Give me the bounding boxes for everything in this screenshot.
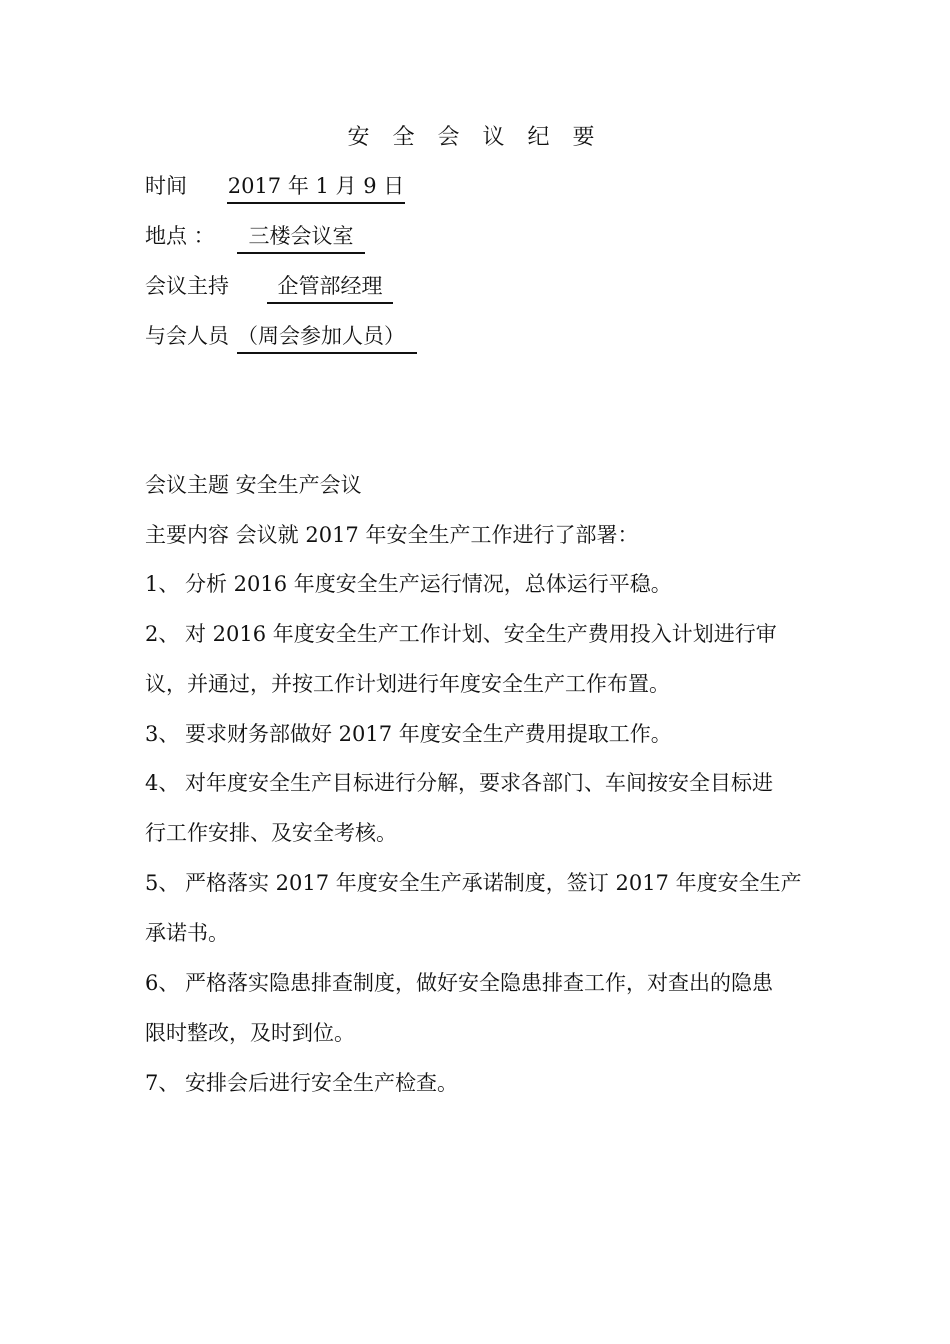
list-item <box>145 968 807 998</box>
list-item-continuation: 限时整改，及时到位。 <box>145 1021 355 1045</box>
meeting-host-value: 企管部经理 <box>267 272 393 304</box>
meeting-place-label: 地点 ： <box>145 224 215 248</box>
meeting-place-field <box>145 220 365 252</box>
list-item-text: 严格落实隐患排查制度，做好安全隐患排查工作，对查出的隐患 <box>185 971 773 995</box>
meeting-place-value: 三楼会议室 <box>237 222 365 254</box>
meeting-attendees-field <box>145 320 417 352</box>
list-item <box>145 1068 807 1098</box>
meeting-time-value: 2017 年 1 月 9 日 <box>227 172 405 204</box>
meeting-attendees-label: 与会人员 <box>145 324 229 348</box>
meeting-time-label: 时间 <box>145 174 187 198</box>
meeting-attendees-value: （周会参加人员） <box>237 322 417 354</box>
meeting-host-field <box>145 270 393 302</box>
list-item-text: 对 2016 年度安全生产工作计划、安全生产费用投入计划进行审 <box>185 622 777 646</box>
list-item <box>145 868 807 898</box>
meeting-time-field <box>145 170 405 202</box>
list-item <box>145 619 807 649</box>
list-item-number: 4、 <box>145 771 180 795</box>
list-item-text: 要求财务部做好 2017 年度安全生产费用提取工作。 <box>185 722 672 746</box>
list-item-text: 对年度安全生产目标进行分解，要求各部门、车间按安全目标进 <box>185 771 773 795</box>
list-item-number: 3、 <box>145 722 180 746</box>
list-item-continuation: 行工作安排、及安全考核。 <box>145 821 397 845</box>
list-item-number: 2、 <box>145 622 180 646</box>
main-content-intro: 主要内容 会议就 2017 年安全生产工作进行了部署： <box>145 523 639 547</box>
list-item <box>145 719 807 749</box>
list-item-number: 5、 <box>145 871 180 895</box>
list-item <box>145 569 807 599</box>
list-item-continuation: 议，并通过，并按工作计划进行年度安全生产工作布置。 <box>145 672 670 696</box>
document-title: 安 全 会 议 纪 要 <box>347 125 603 150</box>
list-item <box>145 768 807 798</box>
list-item-number: 6、 <box>145 971 180 995</box>
meeting-topic: 会议主题 安全生产会议 <box>145 473 362 497</box>
list-item-text: 严格落实 2017 年度安全生产承诺制度，签订 2017 年度安全生产 <box>185 871 802 895</box>
list-item-continuation: 承诺书。 <box>145 921 229 945</box>
list-item-number: 1、 <box>145 572 180 596</box>
meeting-host-label: 会议主持 <box>145 274 229 298</box>
list-item-text: 安排会后进行安全生产检查。 <box>185 1071 458 1095</box>
list-item-text: 分析 2016 年度安全生产运行情况，总体运行平稳。 <box>185 572 672 596</box>
list-item-number: 7、 <box>145 1071 180 1095</box>
